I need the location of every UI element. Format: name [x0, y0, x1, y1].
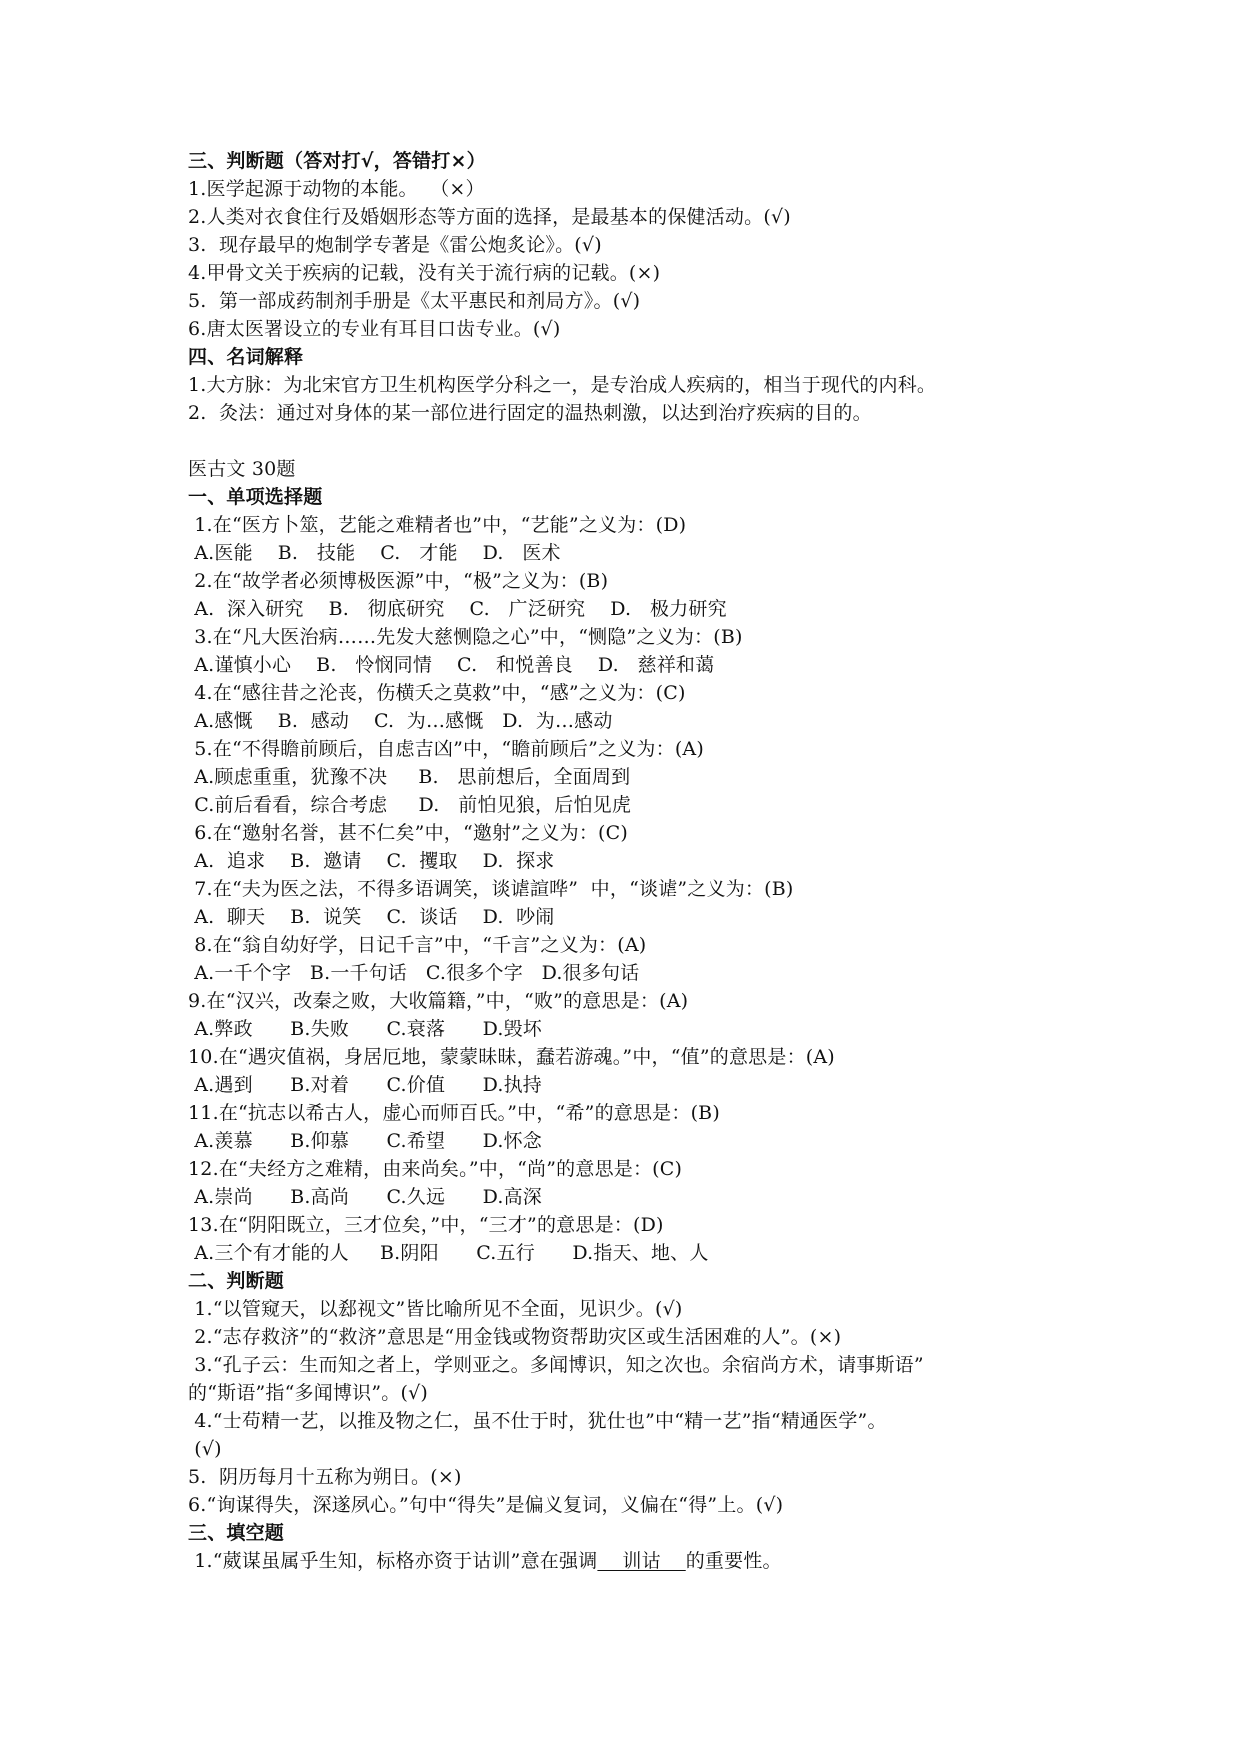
text-line: 6.“询谋得失，深遂夙心。”句中“得失”是偏义复词，义偏在“得”上。(√)	[188, 1494, 784, 1516]
text-line: 6.唐太医署设立的专业有耳目口齿专业。(√)	[188, 318, 561, 340]
text-line: A.一千个字 B.一千句话 C.很多个字 D.很多句话	[188, 962, 640, 984]
text-line: 2.人类对衣食住行及婚姻形态等方面的选择，是最基本的保健活动。(√)	[188, 206, 791, 228]
text-line: A. 深入研究 B. 彻底研究 C. 广泛研究 D. 极力研究	[188, 598, 727, 620]
text-line: 2.“志存救济”的“救济”意思是“用金钱或物资帮助灾区或生活困难的人”。(×)	[188, 1326, 842, 1348]
text-line: 3.“孔子云：生而知之者上，学则亚之。多闻博识，知之次也。余宿尚方术，请事斯语”	[188, 1354, 924, 1376]
section-heading: 一、单项选择题	[188, 486, 323, 508]
text-line	[188, 1548, 782, 1574]
text-line: 6.在“邀射名誉，甚不仁矣”中，“邀射”之义为：(C)	[188, 822, 628, 844]
text-line: 1.在“医方卜筮，艺能之难精者也”中，“艺能”之义为：(D)	[188, 514, 687, 536]
text-line: 4.甲骨文关于疾病的记载，没有关于流行病的记载。(×)	[188, 262, 661, 284]
line-text: 1.“葳谋虽属乎生知，标格亦资于诂训”意在强调	[188, 1550, 598, 1572]
text-line: 13.在“阴阳既立，三才位矣，”中，“三才”的意思是：(D)	[188, 1214, 664, 1236]
text-line: 1.大方脉：为北宋官方卫生机构医学分科之一，是专治成人疾病的，相当于现代的内科。	[188, 374, 937, 396]
text-line: A.感慨 B. 感动 C. 为…感慨 D. 为…感动	[188, 710, 613, 732]
text-line: A.医能 B. 技能 C. 才能 D. 医术	[188, 542, 561, 564]
text-line: 的“斯语”指“多闻博识”。(√)	[188, 1382, 428, 1404]
text-line: C.前后看看，综合考虑 D. 前怕见狼，后怕见虎	[188, 794, 632, 816]
text-line: 3.在“凡大医治病……先发大慈恻隐之心”中，“恻隐”之义为：(B)	[188, 626, 743, 648]
text-line: 5. 第一部成药制剂手册是《太平惠民和剂局方》。(√)	[188, 290, 641, 312]
section-heading: 三、填空题	[188, 1522, 285, 1544]
text-line: A. 追求 B. 邀请 C. 攫取 D. 探求	[188, 850, 555, 872]
text-line: A.遇到 B.对着 C.价值 D.执持	[188, 1074, 543, 1096]
text-line: 5.在“不得瞻前顾后，自虑吉凶”中，“瞻前顾后”之义为：(A)	[188, 738, 704, 760]
text-line: 2. 灸法：通过对身体的某一部位进行固定的温热刺激，以达到治疗疾病的目的。	[188, 402, 872, 424]
text-line: 3. 现存最早的炮制学专著是《雷公炮炙论》。(√)	[188, 234, 602, 256]
text-line: A.羡慕 B.仰慕 C.希望 D.怀念	[188, 1130, 543, 1152]
line-text-after: 的重要性。	[685, 1550, 782, 1572]
text-line: A.谨慎小心 B. 怜悯同情 C. 和悦善良 D. 慈祥和蔼	[188, 654, 715, 676]
text-line: (√)	[188, 1438, 222, 1460]
text-line: 4.“士苟精一艺，以推及物之仁，虽不仕于时，犹仕也”中“精一艺”指“精通医学”。	[188, 1410, 887, 1432]
fill-blank-answer: 训诂	[597, 1550, 686, 1572]
text-line: 8.在“翁自幼好学，日记千言”中，“千言”之义为：(A)	[188, 934, 647, 956]
text-line: A.弊政 B.失败 C.衰落 D.毁坏	[188, 1018, 543, 1040]
section-heading: 二、判断题	[188, 1270, 285, 1292]
text-line: A.顾虑重重，犹豫不决 B. 思前想后，全面周到	[188, 766, 631, 788]
text-line: 5. 阴历每月十五称为朔日。(×)	[188, 1466, 462, 1488]
text-line: A. 聊天 B. 说笑 C. 谈话 D. 吵闹	[188, 906, 555, 928]
text-line: 11.在“抗志以希古人，虚心而师百氏。”中，“希”的意思是：(B)	[188, 1102, 720, 1124]
section-heading: 三、判断题（答对打√，答错打×）	[188, 150, 486, 172]
text-line: 10.在“遇灾值祸，身居厄地，蒙蒙昧昧，蠢若游魂。”中，“值”的意思是：(A)	[188, 1046, 835, 1068]
text-line: 9.在“汉兴，改秦之败，大收篇籍，”中，“败”的意思是：(A)	[188, 990, 689, 1012]
text-line: A.崇尚 B.高尚 C.久远 D.高深	[188, 1186, 543, 1208]
text-line: 医古文 30题	[188, 458, 296, 480]
text-line: 2.在“故学者必须博极医源”中，“极”之义为：(B)	[188, 570, 609, 592]
section-heading: 四、名词解释	[188, 346, 304, 368]
text-line: A.三个有才能的人 B.阴阳 C.五行 D.指天、地、人	[188, 1242, 709, 1264]
text-line: 1.医学起源于动物的本能。 （×）	[188, 178, 485, 200]
text-line: 12.在“夫经方之难精，由来尚矣。”中，“尚”的意思是：(C)	[188, 1158, 683, 1180]
text-line: 7.在“夫为医之法，不得多语调笑，谈谑諠哗” 中，“谈谑”之义为：(B)	[188, 878, 794, 900]
text-line: 4.在“感往昔之沦丧，伤横夭之莫救”中，“感”之义为：(C)	[188, 682, 686, 704]
text-line: 1.“以管窥天，以郄视文”皆比喻所见不全面，见识少。(√)	[188, 1298, 683, 1320]
